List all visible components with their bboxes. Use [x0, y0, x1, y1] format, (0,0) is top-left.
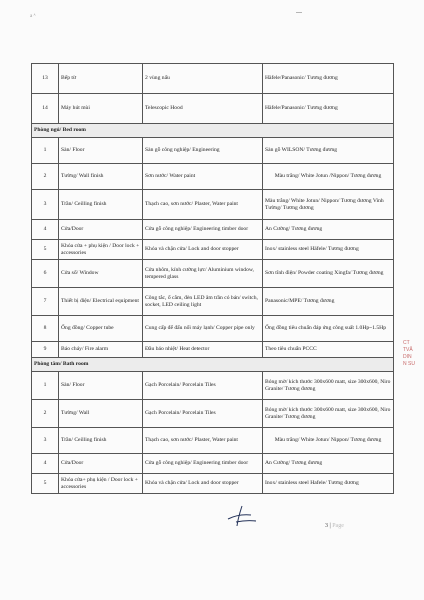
spec-cell: Cung cấp để đấu nối máy lạnh/ Copper pipe only: [143, 316, 263, 342]
brand-cell: Häfele/Panasonic/ Tương đương: [263, 64, 394, 94]
spec-cell: Sơn nước/ Water paint: [143, 164, 263, 190]
spec-cell: Cửa nhôm, kính cường lực/ Aluminium window, tempered glass: [143, 260, 263, 288]
table-row: [32, 428, 394, 454]
scan-mark: [296, 12, 302, 13]
table-row: [32, 316, 394, 342]
section-header-row: [32, 358, 394, 372]
row-number: 14: [32, 94, 59, 124]
row-number: 1: [32, 372, 59, 400]
brand-cell: Màu trắng/ White Jotun/ Nippon/ Tương đương Vinh Tường/ Tương đương: [263, 190, 394, 220]
item-cell: Trần/ Ceilling finish: [59, 190, 143, 220]
brand-cell: Sơn tĩnh điện/ Powder coating Xingfa/ Tương đương: [263, 260, 394, 288]
section-title-bedroom: Phòng ngủ/ Bed room: [32, 124, 394, 138]
item-cell: Cửa sổ/ Window: [59, 260, 143, 288]
row-number: 1: [32, 138, 59, 164]
corner-mark: a ᴬ: [30, 14, 36, 19]
row-number: 3: [32, 190, 59, 220]
spec-cell: Cửa gỗ công nghiệp/ Engineering timber door: [143, 220, 263, 240]
table-row: [32, 288, 394, 316]
item-cell: Sàn/ Floor: [59, 372, 143, 400]
brand-cell: Häfele/Panasonic/ Tương đương: [263, 94, 394, 124]
stamp-text: N SU: [403, 361, 415, 367]
row-number: 8: [32, 316, 59, 342]
brand-cell: Panasonic/MPE/ Tương đương: [263, 288, 394, 316]
brand-cell: An Cường/ Tương đương: [263, 220, 394, 240]
brand-cell: Ống đồng tiêu chuẩn đáp ứng công suất 1.0Hp~1.5Hp: [263, 316, 394, 342]
table-row: [32, 64, 394, 94]
item-cell: Bếp từ: [59, 64, 143, 94]
red-stamp-fragment: [403, 340, 424, 385]
table-row: [32, 240, 394, 260]
table-row: [32, 138, 394, 164]
row-number: 5: [32, 240, 59, 260]
row-number: 2: [32, 400, 59, 428]
table-row: [32, 220, 394, 240]
section-header-row: [32, 124, 394, 138]
spec-cell: Đầu báo nhiệt/ Heat detector: [143, 342, 263, 358]
row-number: 6: [32, 260, 59, 288]
row-number: 5: [32, 474, 59, 494]
brand-cell: Màu trắng/ White Jotun /Nippon/ Tương đương: [263, 164, 394, 190]
spec-cell: Sàn gỗ công nghiệp/ Engineering: [143, 138, 263, 164]
table-row: [32, 342, 394, 358]
spec-cell: Gạch Porcelain/ Porcelain Tiles: [143, 372, 263, 400]
page-footer: [325, 523, 344, 529]
spec-cell: Gạch Porcelain/ Porcelain Tiles: [143, 400, 263, 428]
row-number: 13: [32, 64, 59, 94]
item-cell: Khóa cửa+ phụ kiện / Door lock + accessories: [59, 474, 143, 494]
page-label: Page: [332, 523, 344, 529]
spec-cell: Công tắc, ổ cắm, đèn LED âm trần có bán/ switch, socket, LED ceiling light: [143, 288, 263, 316]
item-cell: Tường/ Wall: [59, 400, 143, 428]
row-number: 4: [32, 454, 59, 474]
item-cell: Thiết bị điện/ Electrical equipment: [59, 288, 143, 316]
brand-cell: Theo tiêu chuẩn PCCC: [263, 342, 394, 358]
section-title-bathroom: Phòng tắm/ Bath room: [32, 358, 394, 372]
item-cell: Trần/ Ceilling finish: [59, 428, 143, 454]
item-cell: Cửa/Door: [59, 220, 143, 240]
spec-cell: Cửa gỗ công nghiệp/ Engineering timber door: [143, 454, 263, 474]
row-number: 3: [32, 428, 59, 454]
table-row: [32, 190, 394, 220]
item-cell: Máy hút mùi: [59, 94, 143, 124]
table-row: [32, 474, 394, 494]
brand-cell: An Cường/ Tương đương: [263, 454, 394, 474]
signature: [225, 503, 261, 529]
table-row: [32, 164, 394, 190]
spec-cell: 2 vùng nấu: [143, 64, 263, 94]
item-cell: Tường/ Wall finish: [59, 164, 143, 190]
page-number: 3 |: [325, 523, 331, 529]
spec-cell: Thạch cao, sơn nước/ Plaster, Water paint: [143, 190, 263, 220]
stamp-text: CT: [403, 340, 410, 346]
item-cell: Cửa/Door: [59, 454, 143, 474]
item-cell: Ống đồng/ Copper tube: [59, 316, 143, 342]
brand-cell: Bóng mờ/ kích thước 300x600 matt, size 300x600, Niro Granite/ Tương đương: [263, 372, 394, 400]
spec-cell: Thạch cao, sơn nước/ Plaster, Water paint: [143, 428, 263, 454]
table-row: [32, 260, 394, 288]
item-cell: Sàn/ Floor: [59, 138, 143, 164]
spec-cell: Khóa và chặn cửa/ Lock and door stopper: [143, 240, 263, 260]
brand-cell: Màu trắng/ White Jotun/ Nippon/ Tương đương: [263, 428, 394, 454]
row-number: 4: [32, 220, 59, 240]
item-cell: Khóa cửa + phụ kiện / Door lock + accessories: [59, 240, 143, 260]
brand-cell: Inox/ stainless steel Häfele/ Tương đương: [263, 240, 394, 260]
row-number: 2: [32, 164, 59, 190]
spec-cell: Khóa và chặn cửa/ Lock and door stopper: [143, 474, 263, 494]
spec-cell: Telescopic Hood: [143, 94, 263, 124]
table-row: [32, 454, 394, 474]
brand-cell: Bóng mờ/ kích thước 300x600 matt, size 300x600, Niro Granite/ Tương đương: [263, 400, 394, 428]
row-number: 9: [32, 342, 59, 358]
brand-cell: Sàn gỗ WILSON/ Tương đương: [263, 138, 394, 164]
stamp-text: DIN: [403, 354, 412, 360]
stamp-text: TVÂ: [403, 347, 413, 353]
table-row: [32, 94, 394, 124]
row-number: 7: [32, 288, 59, 316]
item-cell: Báo cháy/ Fire alarm: [59, 342, 143, 358]
brand-cell: Inox/ stainless steel Hafele/ Tương đương: [263, 474, 394, 494]
spec-table: [31, 63, 394, 494]
table-row: [32, 400, 394, 428]
table-row: [32, 372, 394, 400]
